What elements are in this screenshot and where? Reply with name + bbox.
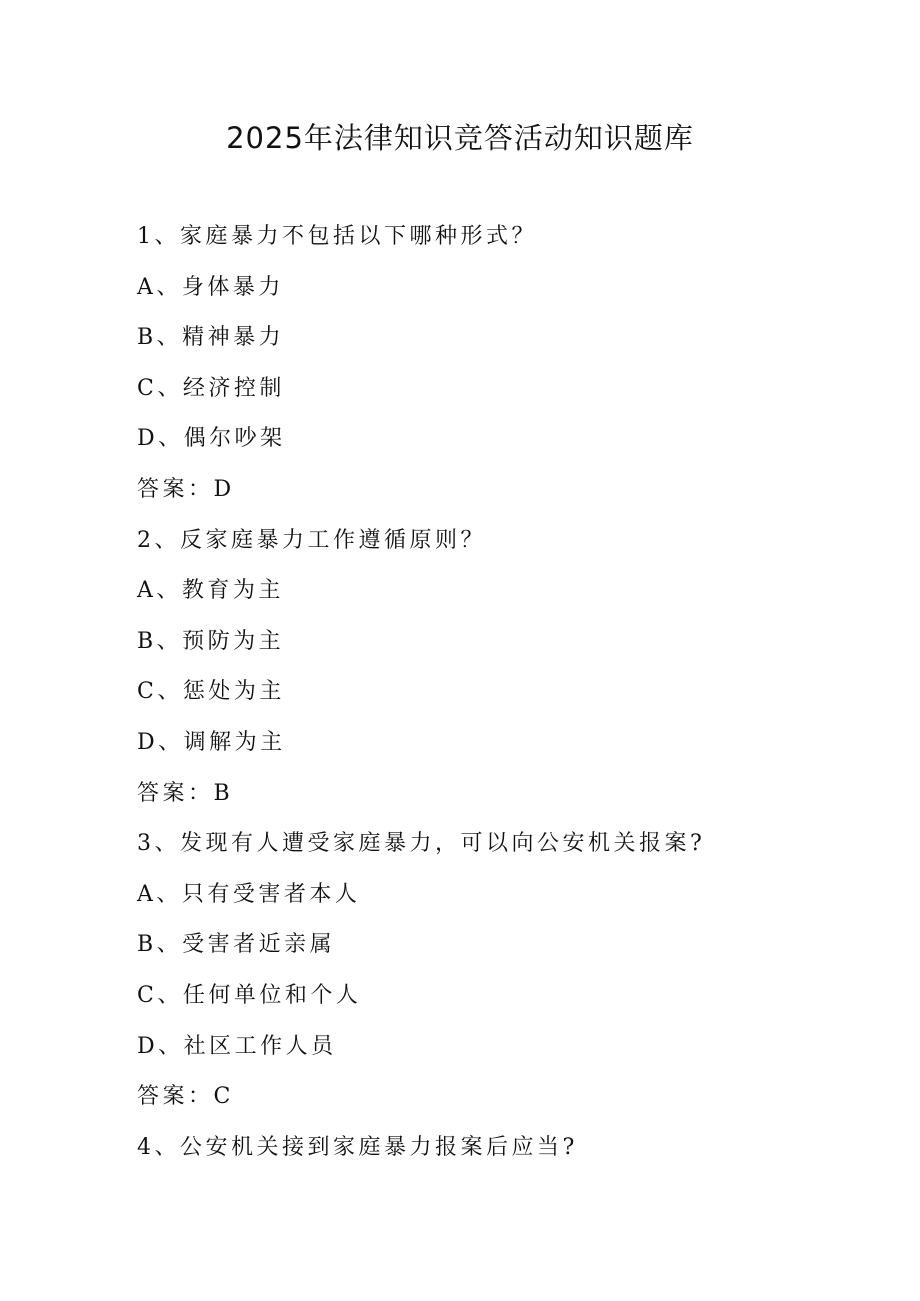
option-a: A、身体暴力	[137, 274, 284, 300]
question-list	[137, 218, 877, 1179]
option-b: B、精神暴力	[137, 325, 285, 351]
answer-text: 答案：D	[137, 476, 235, 502]
option-a: A、教育为主	[137, 578, 284, 604]
answer-text: 答案：B	[137, 780, 234, 806]
option-c: C、惩处为主	[137, 679, 285, 705]
option-b: B、受害者近亲属	[137, 932, 336, 958]
document-title: 2025年法律知识竞答活动知识题库	[226, 121, 694, 155]
option-c: C、任何单位和个人	[137, 982, 362, 1008]
question-text: 2、反家庭暴力工作遵循原则？	[137, 527, 486, 553]
option-d: D、社区工作人员	[137, 1033, 337, 1059]
question-text: 1、家庭暴力不包括以下哪种形式？	[137, 224, 537, 249]
question-block	[137, 218, 877, 522]
question-block	[137, 1129, 877, 1180]
option-c: C、经济控制	[137, 375, 285, 401]
question-block	[137, 522, 877, 826]
question-text: 4、公安机关接到家庭暴力报案后应当?	[137, 1134, 578, 1160]
question-block	[137, 825, 877, 1129]
option-a: A、只有受害者本人	[137, 881, 361, 907]
option-d: D、调解为主	[137, 729, 286, 755]
answer-text: 答案：C	[137, 1084, 234, 1110]
option-d: D、偶尔吵架	[137, 426, 286, 452]
question-text: 3、发现有人遭受家庭暴力，可以向公安机关报案?	[137, 831, 706, 857]
option-b: B、预防为主	[137, 628, 285, 654]
